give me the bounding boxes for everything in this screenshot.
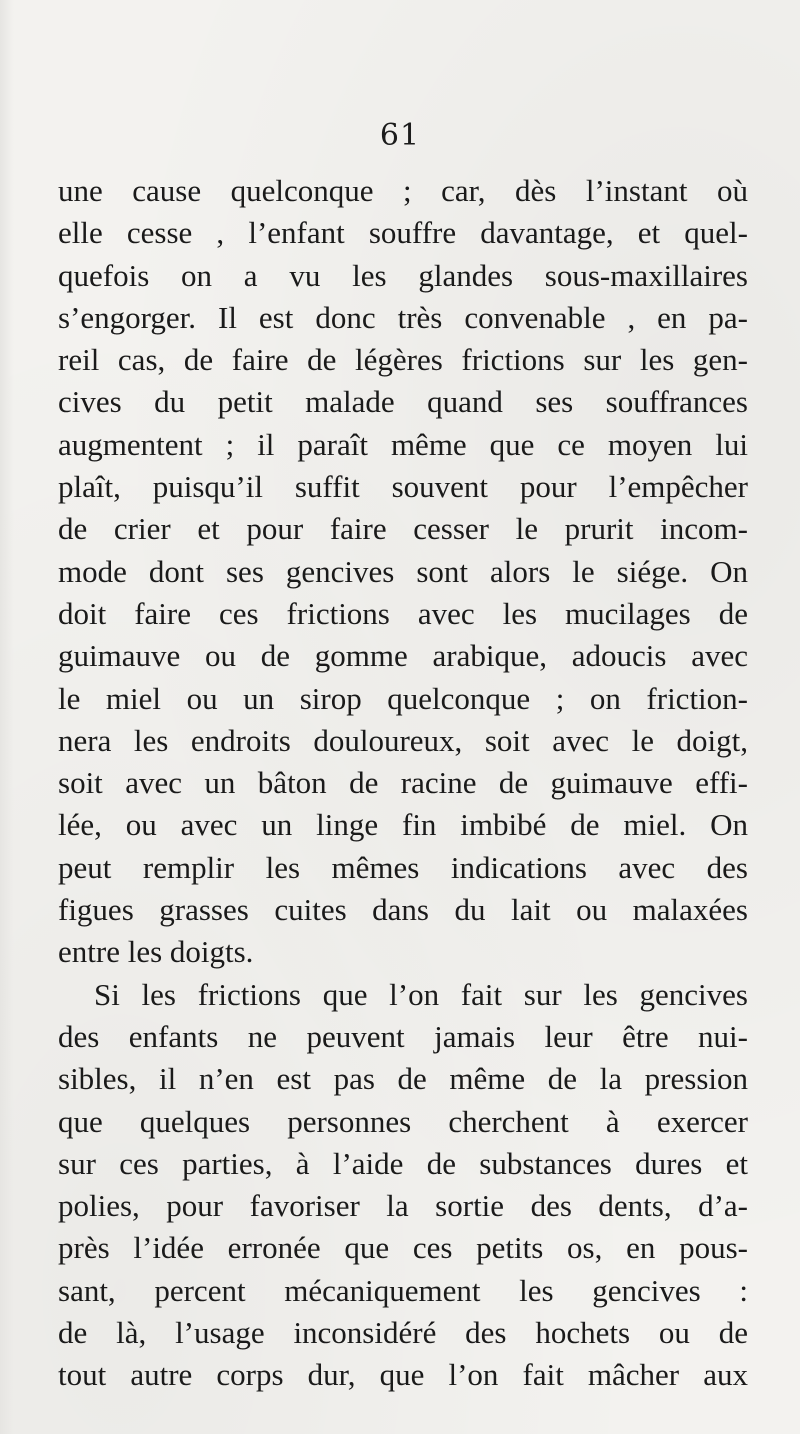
text-line: sur ces parties, à l’aide de substances dures et (58, 1145, 748, 1181)
page-edge-shadow (0, 0, 14, 1434)
text-line: reil cas, de faire de légères frictions sur les gen- (58, 342, 748, 378)
text-line: sibles, il n’en est pas de même de la pression (58, 1061, 748, 1097)
text-line: guimauve ou de gomme arabique, adoucis avec (58, 638, 748, 674)
text-line: figues grasses cuites dans du lait ou malaxées (58, 892, 748, 928)
text-line: nera les endroits douloureux, soit avec le doigt, (58, 722, 748, 758)
text-line: de là, l’usage inconsidéré des hochets ou de (58, 1315, 748, 1351)
text-line: des enfants ne peuvent jamais leur être nui- (58, 1018, 748, 1054)
text-line: augmentent ; il paraît même que ce moyen lui (58, 426, 748, 462)
text-line: plaît, puisqu’il suffit souvent pour l’empêcher (58, 469, 748, 505)
text-line: quefois on a vu les glandes sous-maxillaires (58, 257, 748, 293)
text-line-paragraph-start: Si les frictions que l’on fait sur les gencives (94, 976, 748, 1012)
text-line: près l’idée erronée que ces petits os, en pous- (58, 1230, 748, 1266)
text-line: de crier et pour faire cesser le prurit incom- (58, 511, 748, 547)
text-line: polies, pour favoriser la sortie des dents, d’a- (58, 1188, 748, 1224)
text-line: s’engorger. Il est donc très convenable , en pa- (58, 299, 748, 335)
text-line: elle cesse , l’enfant souffre davantage, et quel- (58, 215, 748, 251)
text-line: soit avec un bâton de racine de guimauve effi- (58, 765, 748, 801)
text-line-paragraph-end: entre les doigts. (58, 934, 254, 970)
text-line: une cause quelconque ; car, dès l’instant où (58, 173, 748, 208)
text-line: doit faire ces frictions avec les mucilages de (58, 595, 748, 631)
text-line: tout autre corps dur, que l’on fait mâcher aux (58, 1357, 748, 1393)
text-line: lée, ou avec un linge fin imbibé de miel. On (58, 807, 748, 843)
text-line: sant, percent mécaniquement les gencives : (58, 1272, 748, 1308)
text-line: le miel ou un sirop quelconque ; on friction- (58, 680, 748, 716)
text-line: cives du petit malade quand ses souffrances (58, 384, 748, 420)
text-line: que quelques personnes cherchent à exercer (58, 1103, 748, 1139)
body-text (58, 170, 748, 1397)
page-number: 61 (379, 118, 421, 153)
text-line: mode dont ses gencives sont alors le siége. On (58, 553, 748, 589)
text-line: peut remplir les mêmes indications avec des (58, 849, 748, 885)
